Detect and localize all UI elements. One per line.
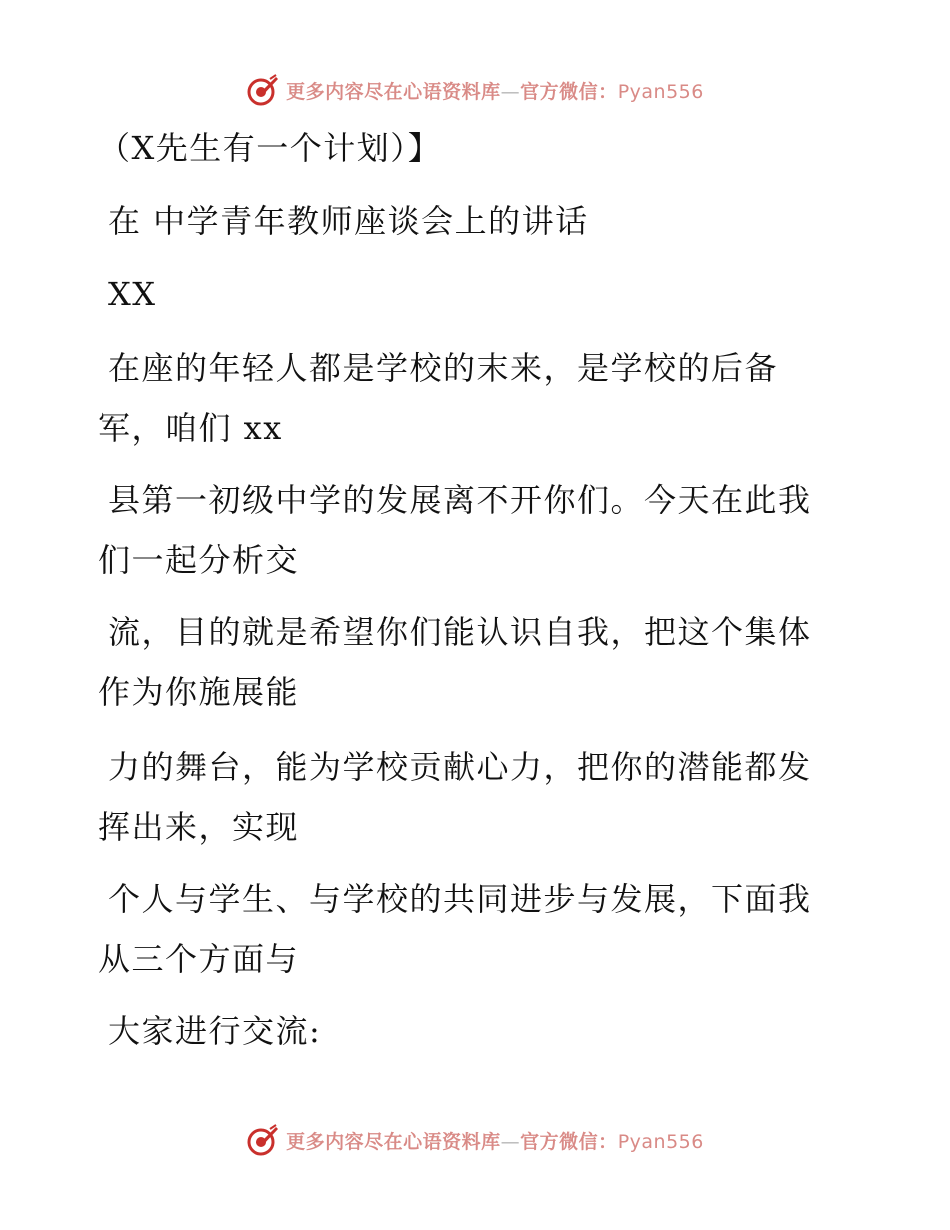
header-watermark [0, 70, 950, 110]
watermark-separator: — [500, 80, 521, 103]
watermark-site: 更多内容尽在心语资料库 [286, 80, 501, 103]
doc-heading-title: 在 中学青年教师座谈会上的讲话 [108, 202, 589, 240]
watermark-text [286, 77, 704, 104]
doc-line-6: 县第一初级中学的发展离不开你们。今天在此我 [108, 481, 812, 519]
footer-watermark [0, 1120, 950, 1160]
watermark-contact-label: 官方微信： [520, 1130, 618, 1153]
watermark-separator: — [500, 1130, 521, 1153]
watermark-contact-label: 官方微信： [520, 80, 618, 103]
doc-line-11: 挥出来，实现 [98, 808, 300, 846]
watermark-site: 更多内容尽在心语资料库 [286, 1130, 501, 1153]
doc-line-8: 流，目的就是希望你们能认识自我，把这个集体 [108, 613, 812, 651]
doc-line-14: 大家进行交流: [108, 1012, 322, 1050]
doc-line-5: 军，咱们 xx [98, 409, 283, 447]
watermark-contact-id: Pyan556 [617, 80, 704, 103]
doc-line-13: 从三个方面与 [98, 940, 300, 978]
quill-logo-icon [246, 1123, 280, 1157]
doc-line-12: 个人与学生、与学校的共同进步与发展，下面我 [108, 880, 812, 918]
doc-line-author: XX [108, 275, 157, 313]
watermark-contact-id: Pyan556 [617, 1130, 704, 1153]
doc-line-9: 作为你施展能 [98, 673, 300, 711]
doc-line-1: （X先生有一个计划）】 [98, 129, 442, 167]
watermark-text [286, 1127, 704, 1154]
doc-line-4: 在座的年轻人都是学校的末来，是学校的后备 [108, 349, 779, 387]
doc-line-7: 们一起分析交 [98, 541, 300, 579]
doc-line-10: 力的舞台，能为学校贡献心力，把你的潜能都发 [108, 748, 812, 786]
quill-logo-icon [246, 73, 280, 107]
